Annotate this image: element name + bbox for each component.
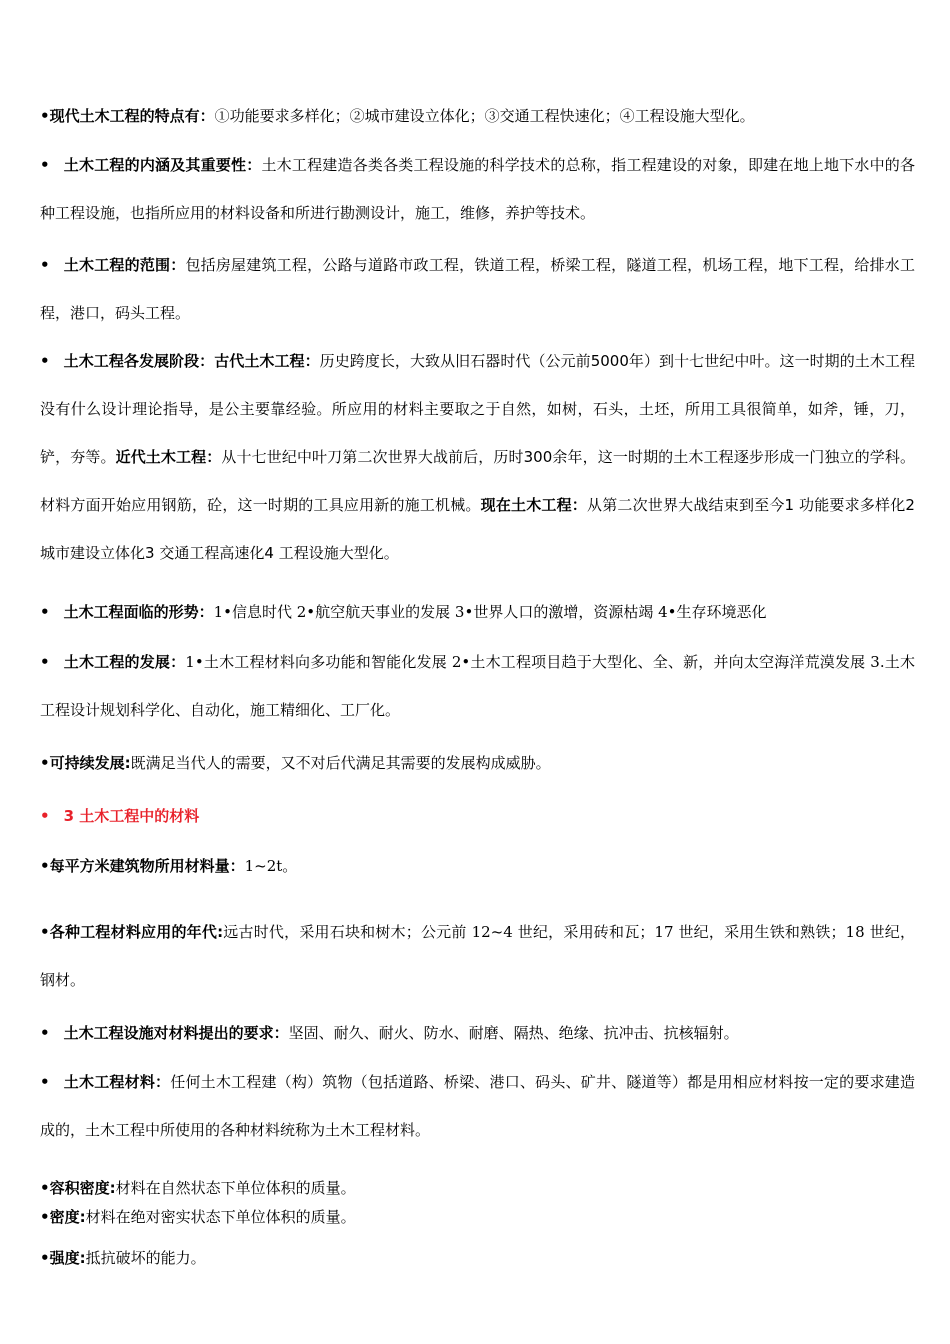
paragraph-text: 包括房屋建筑工程，公路与道路市政工程，铁道工程，桥梁工程，隧道工程，机场工程，地下工程，给排水工程，港口，码头工程。	[40, 256, 915, 322]
paragraph-modern-features	[40, 104, 915, 128]
paragraph-label: •各种工程材料应用的年代:	[40, 923, 224, 941]
paragraph-text: 1•土木工程材料向多功能和智能化发展 2•土木工程项目趋于大型化、全、新，并向太空海洋荒漠发展 3.土木工程设计规划科学化、自动化，施工精细化、工厂化。	[40, 653, 915, 719]
paragraph-label: •密度:	[40, 1208, 86, 1226]
section-heading-materials	[40, 804, 915, 828]
paragraph-text: 材料在自然状态下单位体积的质量。	[115, 1179, 356, 1197]
paragraph-development-stages: • 土木工程各发展阶段：古代土木工程：历史跨度长，大致从旧石器时代（公元前5000年）到十七世纪中叶。这一时期的土木工程没有什么设计理论指导，是公主要靠经验。所应用的材料主要取之于自然，如树，石头，土坯，所用工具很简单，如斧，锤，刀，铲，夯等。近代土木工程：从十七世纪中叶刀第二次世界大战前后，历时300余年，这一时期的土木工程逐步形成一门独立的学科。材料方面开始应用钢筋，砼，这一时期的工具应用新的施工机械。现在土木工程：从第二次世界大战结束到至今1 功能要求多样化2 城市建设立体化3 交通工程高速化4 工程设施大型化。	[40, 352, 915, 562]
paragraph-development	[40, 638, 915, 734]
paragraph-situation	[40, 600, 915, 624]
paragraph-label: •现代土木工程的特点有：	[40, 107, 215, 125]
paragraph-text: ①功能要求多样化；②城市建设立体化；③交通工程快速化；④工程设施大型化。	[214, 107, 755, 125]
paragraph-text: 抵抗破坏的能力。	[85, 1249, 206, 1267]
paragraph-text: 1•信息时代 2•航空航天事业的发展 3•世界人口的激增，资源枯竭 4•生存环境恶化	[213, 603, 767, 621]
paragraph-civil-materials	[40, 1058, 915, 1154]
section-heading: 3 土木工程中的材料	[63, 807, 200, 825]
bullet: •	[40, 156, 50, 174]
paragraph-connotation	[40, 141, 915, 237]
bullet: •	[40, 1073, 50, 1091]
paragraph-sustainable	[40, 751, 915, 775]
paragraph-text: 远古时代，采用石块和树木；公元前 12~4 世纪，采用砖和瓦；17 世纪，采用生铁和熟铁；18 世纪，钢材。	[40, 923, 916, 989]
paragraph-text: 土木工程建造各类各类工程设施的科学技术的总称，指工程建设的对象，即建在地上地下水中的各种工程设施，也指所应用的材料设备和所进行勘测设计，施工，维修，养护等技术。	[40, 156, 915, 222]
paragraph-bulk-density	[40, 1176, 915, 1200]
paragraph-label-contemporary: 现在土木工程：	[480, 496, 587, 514]
bullet: •	[40, 1024, 50, 1042]
paragraph-text: 1~2t。	[244, 857, 298, 875]
paragraph-text: 材料在绝对密实状态下单位体积的质量。	[85, 1208, 356, 1226]
bullet: •	[40, 256, 50, 274]
paragraph-strength	[40, 1246, 915, 1270]
paragraph-label: 土木工程设施对材料提出的要求：	[63, 1024, 289, 1042]
paragraph-text: 既满足当代人的需要，又不对后代满足其需要的发展构成威胁。	[130, 754, 551, 772]
paragraph-label: •每平方米建筑物所用材料量：	[40, 857, 245, 875]
paragraph-label-modern-era: 近代土木工程：	[115, 448, 222, 466]
paragraph-label: 土木工程的发展：	[63, 653, 186, 671]
paragraph-density	[40, 1205, 915, 1229]
bullet: •	[40, 603, 50, 621]
paragraph-label: 土木工程面临的形势：	[63, 603, 214, 621]
paragraph-label: •强度:	[40, 1249, 86, 1267]
bullet: •	[40, 807, 50, 825]
paragraph-label: 土木工程的内涵及其重要性：	[63, 156, 262, 174]
paragraph-label: 土木工程各发展阶段：古代土木工程：	[63, 352, 320, 370]
paragraph-label: •容积密度:	[40, 1179, 116, 1197]
paragraph-label: •可持续发展:	[40, 754, 131, 772]
paragraph-material-eras	[40, 908, 915, 1004]
paragraph-text: 坚固、耐久、耐火、防水、耐磨、隔热、绝缘、抗冲击、抗核辐射。	[288, 1024, 739, 1042]
paragraph-text: 任何土木工程建（构）筑物（包括道路、桥梁、港口、码头、矿井、隧道等）都是用相应材料按一定的要求建造成的，土木工程中所使用的各种材料统称为土木工程材料。	[40, 1073, 915, 1139]
bullet: •	[40, 352, 50, 370]
paragraph-material-per-sqm	[40, 854, 915, 878]
paragraph-label: 土木工程材料：	[63, 1073, 171, 1091]
paragraph-material-requirements	[40, 1021, 915, 1045]
bullet: •	[40, 653, 50, 671]
paragraph-label: 土木工程的范围：	[63, 256, 186, 274]
paragraph-scope	[40, 241, 915, 337]
